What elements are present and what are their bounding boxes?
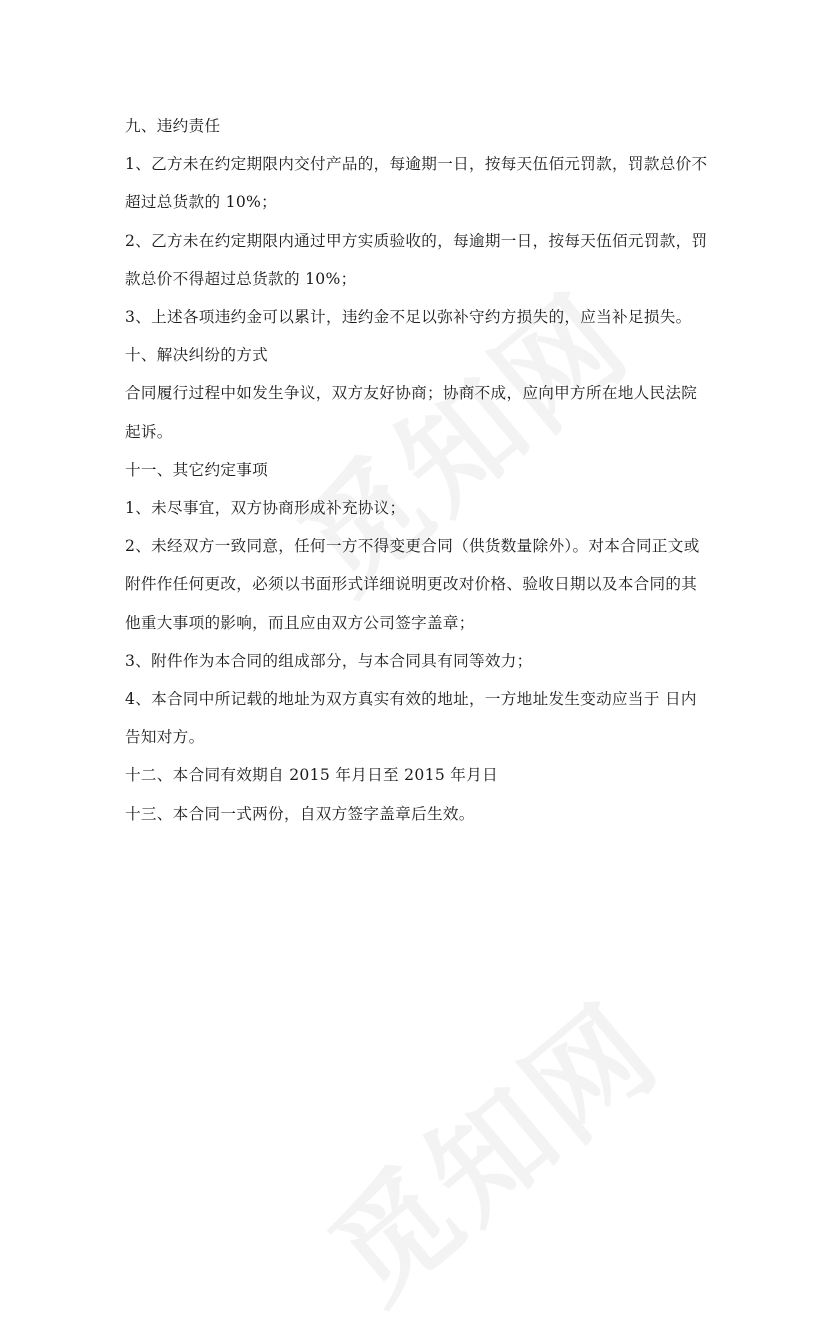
document-body (125, 107, 710, 833)
clause-paragraph: 1、未尽事宜，双方协商形成补充协议； (125, 499, 406, 518)
clause-paragraph: 3、上述各项违约金可以累计，违约金不足以弥补守约方损失的，应当补足损失。 (125, 308, 692, 327)
clause-paragraph: 3、附件作为本合同的组成部分，与本合同具有同等效力； (125, 651, 533, 670)
clause-paragraph: 2、乙方未在约定期限内通过甲方实质验收的，每逾期一日，按每天伍佰元罚款，罚款总价不得超过总货款的 10%； (125, 231, 708, 288)
section-heading-disputes: 十、解决纠纷的方式 (125, 346, 269, 365)
watermark (289, 959, 689, 1333)
clause-paragraph: 合同履行过程中如发生争议，双方友好协商；协商不成，应向甲方所在地人民法院起诉。 (125, 384, 698, 441)
clause-paragraph: 1、乙方未在约定期限内交付产品的，每逾期一日，按每天伍佰元罚款，罚款总价不超过总货款的 10%； (125, 155, 708, 212)
clause-paragraph: 2、未经双方一致同意，任何一方不得变更合同（供货数量除外）。对本合同正文或附件作任何更改，必须以书面形式详细说明更改对价格、验收日期以及本合同的其他重大事项的影响，而且应由双方公司签字盖章； (125, 537, 700, 632)
clause-paragraph: 4、本合同中所记载的地址为双方真实有效的地址，一方地址发生变动应当于 日内告知对方。 (125, 690, 697, 747)
section-heading-other-terms: 十一、其它约定事项 (125, 460, 269, 479)
section-heading-validity: 十二、本合同有效期自 2015 年月日至 2015 年月日 (125, 766, 498, 785)
section-heading-breach: 九、违约责任 (125, 117, 221, 135)
section-heading-copies: 十三、本合同一式两份，自双方签字盖章后生效。 (125, 804, 475, 823)
